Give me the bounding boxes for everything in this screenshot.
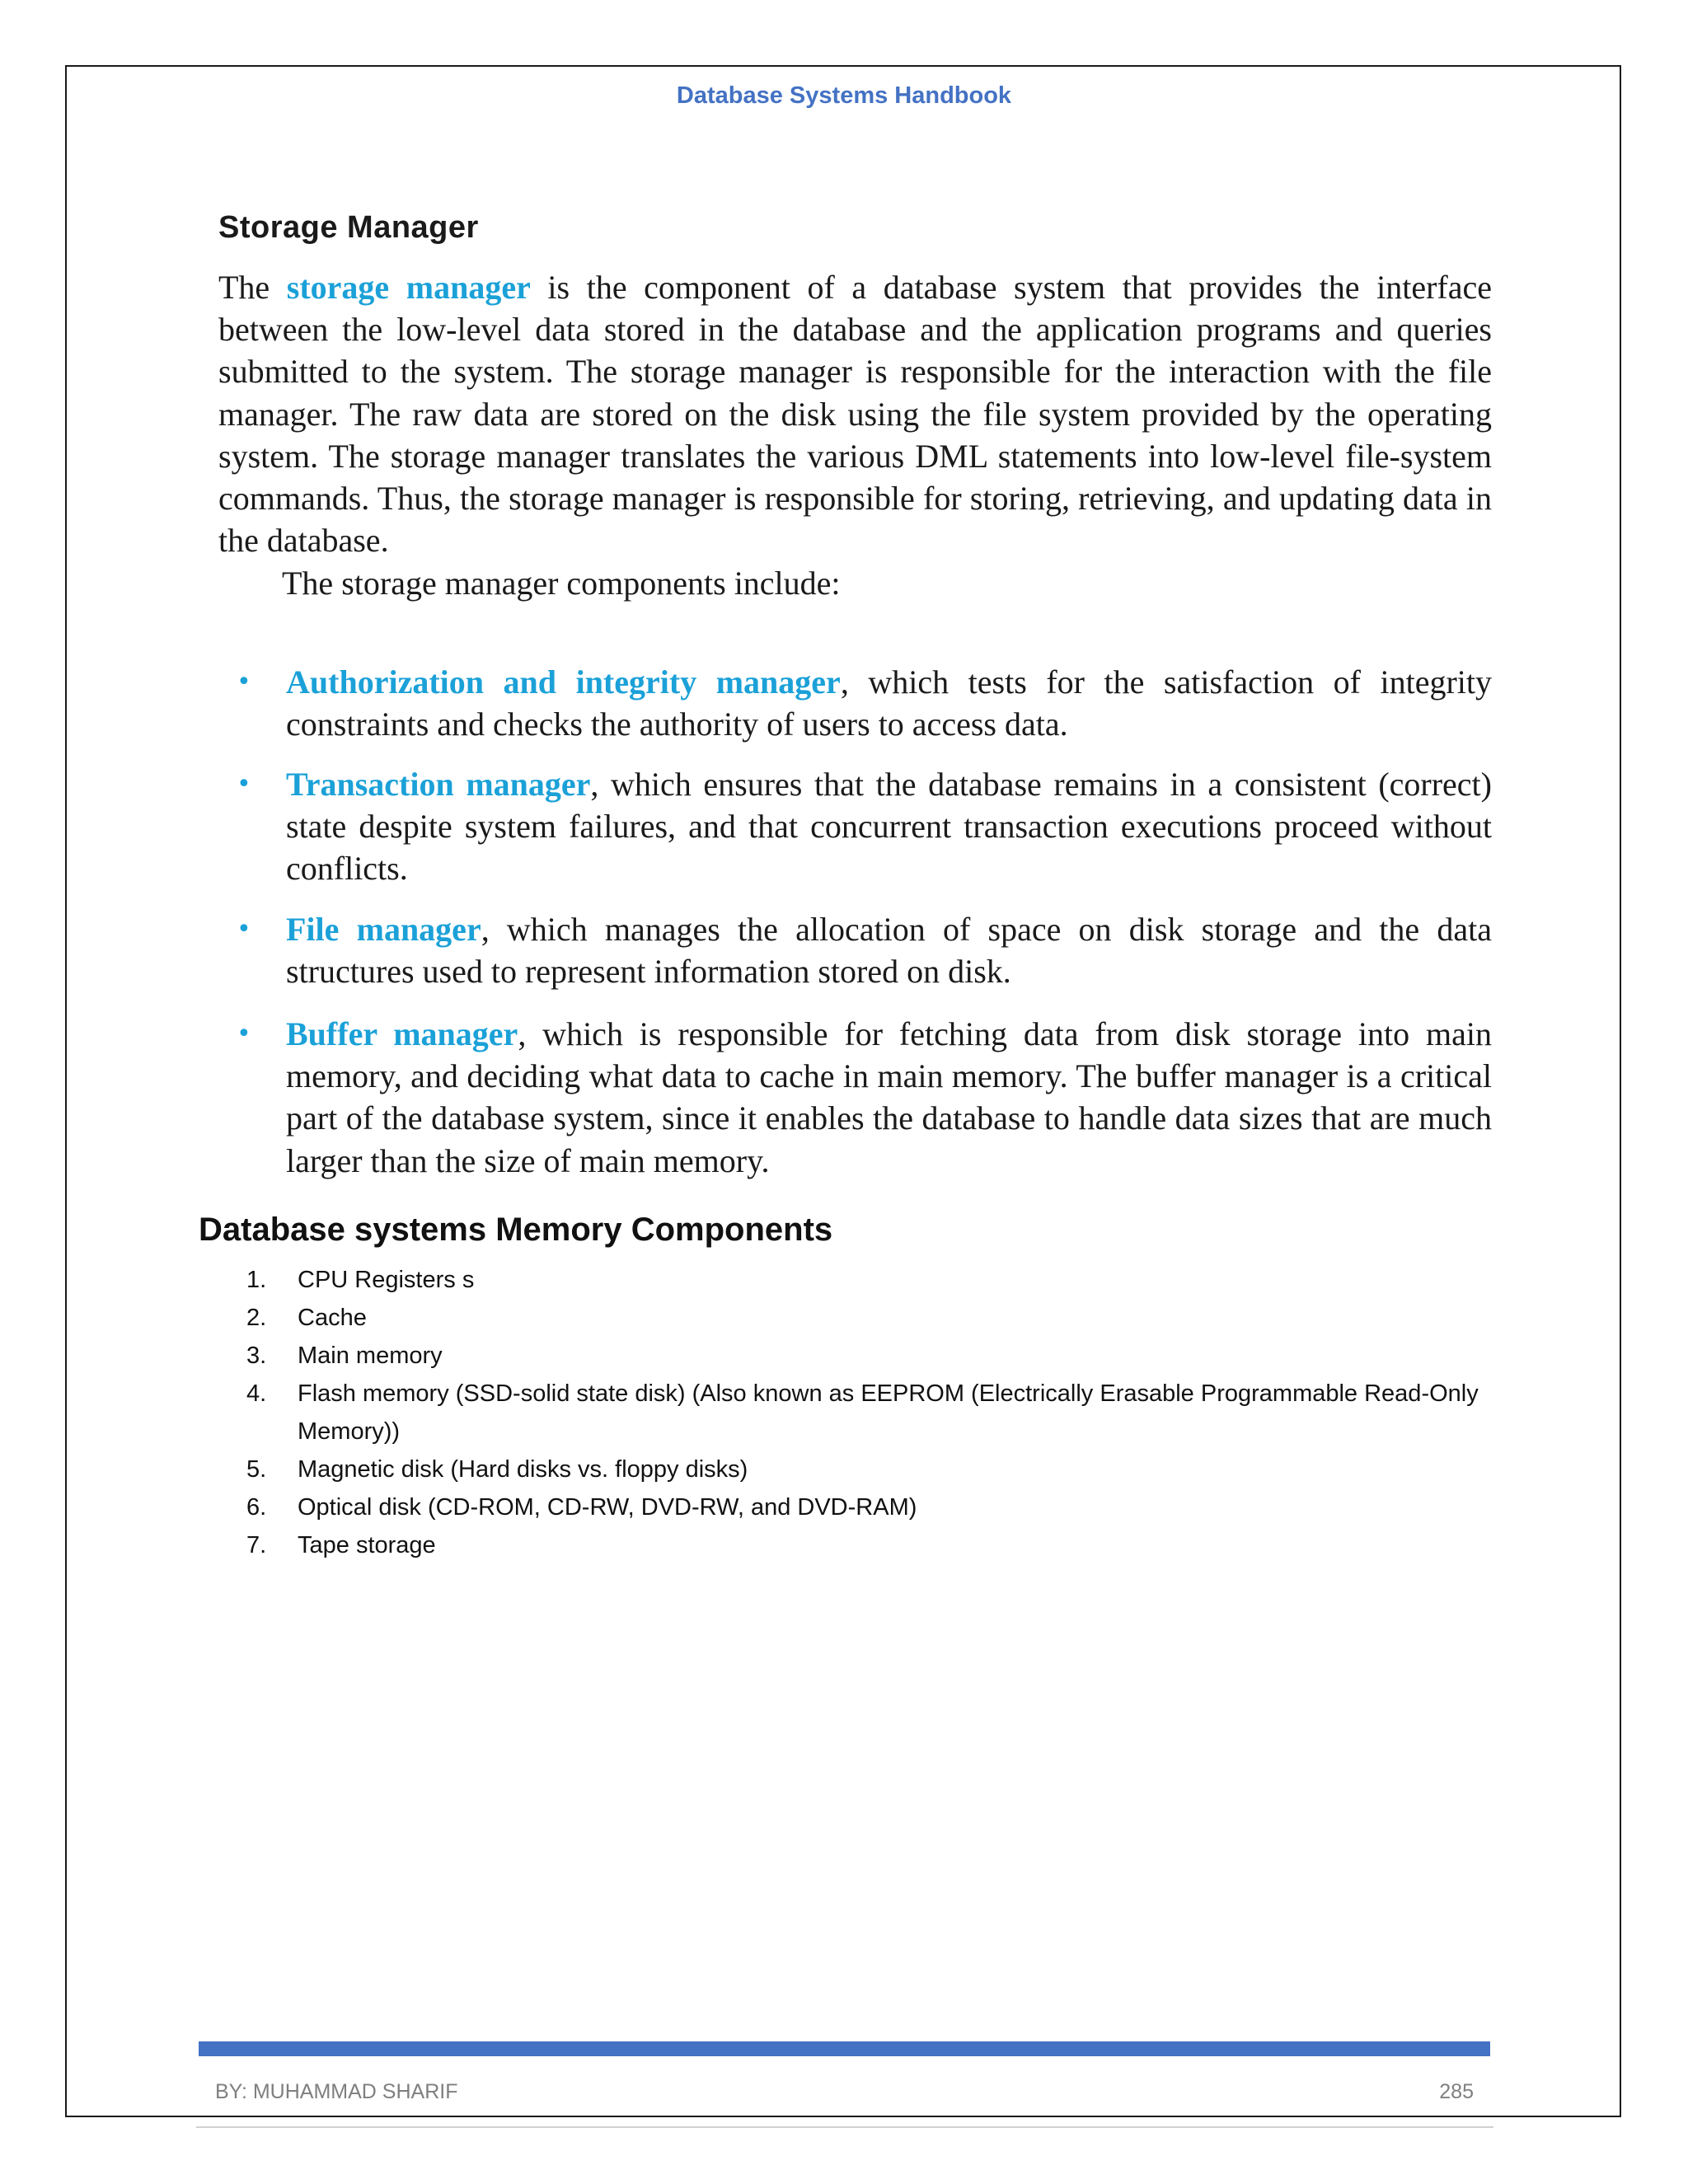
component-text: [286, 1013, 1492, 1182]
list-item: [199, 1526, 1493, 1564]
list-item: [199, 1337, 1493, 1375]
item-number: 7.: [246, 1532, 267, 1558]
component-term: File manager: [286, 911, 481, 948]
component-term: Transaction manager: [286, 766, 591, 803]
page-number: 285: [1439, 2080, 1474, 2103]
memory-components-heading: Database systems Memory Components: [199, 1212, 833, 1248]
bullet-icon: •: [237, 915, 251, 944]
item-number: 5.: [246, 1456, 267, 1483]
component-term: Buffer manager: [286, 1015, 518, 1052]
item-text: Flash memory (SSD-solid state disk) (Also known as EEPROM (Electrically Erasable Programmable Read-Only Memory)): [298, 1380, 1479, 1445]
list-item: [199, 1451, 1493, 1488]
list-item: [199, 1261, 1493, 1299]
list-item: [199, 1299, 1493, 1337]
bullet-icon: •: [237, 668, 251, 696]
component-text: [286, 763, 1492, 890]
storage-manager-paragraph: [218, 266, 1492, 561]
item-number: 4.: [246, 1380, 267, 1407]
item-text: Tape storage: [298, 1532, 436, 1558]
item-number: 2.: [246, 1305, 267, 1331]
item-number: 6.: [246, 1494, 267, 1521]
item-number: 1.: [246, 1267, 267, 1293]
item-number: 3.: [246, 1343, 267, 1369]
component-text: [286, 661, 1492, 745]
item-text: Magnetic disk (Hard disks vs. floppy disks): [298, 1456, 748, 1483]
component-description: , which ensures that the database remains in a consistent (correct) state despite system failures, and that concurrent transaction executions proceed without conflicts.: [286, 766, 1492, 888]
footer-author: BY: MUHAMMAD SHARIF: [215, 2080, 458, 2103]
header-title: Database Systems Handbook: [676, 82, 1012, 109]
storage-manager-term: storage manager: [286, 269, 531, 306]
component-description: , which is responsible for fetching data from disk storage into main memory, and deciding what data to cache in main memory. The buffer manager is a critical part of the database system, since it enables the database to handle data sizes that are much larger than the size of main memory.: [286, 1015, 1492, 1179]
bullet-icon: •: [237, 1019, 251, 1048]
list-item: [199, 1488, 1493, 1526]
item-text: Optical disk (CD-ROM, CD-RW, DVD-RW, and DVD-RAM): [298, 1494, 917, 1521]
footer-bar: [199, 2041, 1490, 2056]
component-text: [286, 908, 1492, 992]
memory-components-list: [199, 1261, 1493, 1564]
list-item: [199, 1375, 1493, 1451]
item-text: Main memory: [298, 1343, 443, 1369]
bottom-divider: [196, 2126, 1493, 2128]
bullet-icon: •: [237, 770, 251, 799]
component-term: Authorization and integrity manager: [286, 663, 841, 701]
item-text: Cache: [298, 1305, 367, 1331]
storage-manager-title: Storage Manager: [218, 210, 479, 245]
component-description: , which tests for the satisfaction of integrity constraints and checks the authority of users to access data.: [286, 663, 1493, 743]
paragraph-body: is the component of a database system that provides the interface between the low-level data stored in the database and the application programs and queries submitted to the system. The storage manager is responsible for the interaction with the file manager. The raw data are stored on the disk using the file system provided by the operating system. The storage manager translates the various DML statements into low-level file-system commands. Thus, the storage manager is responsible for storing, retrieving, and updating data in the database.: [218, 269, 1492, 560]
component-description: , which manages the allocation of space on disk storage and the data structures used to represent information stored on disk.: [286, 911, 1492, 991]
paragraph-lead: The: [218, 269, 287, 306]
components-intro: The storage manager components include:: [282, 565, 841, 602]
item-text: CPU Registers s: [298, 1267, 475, 1293]
